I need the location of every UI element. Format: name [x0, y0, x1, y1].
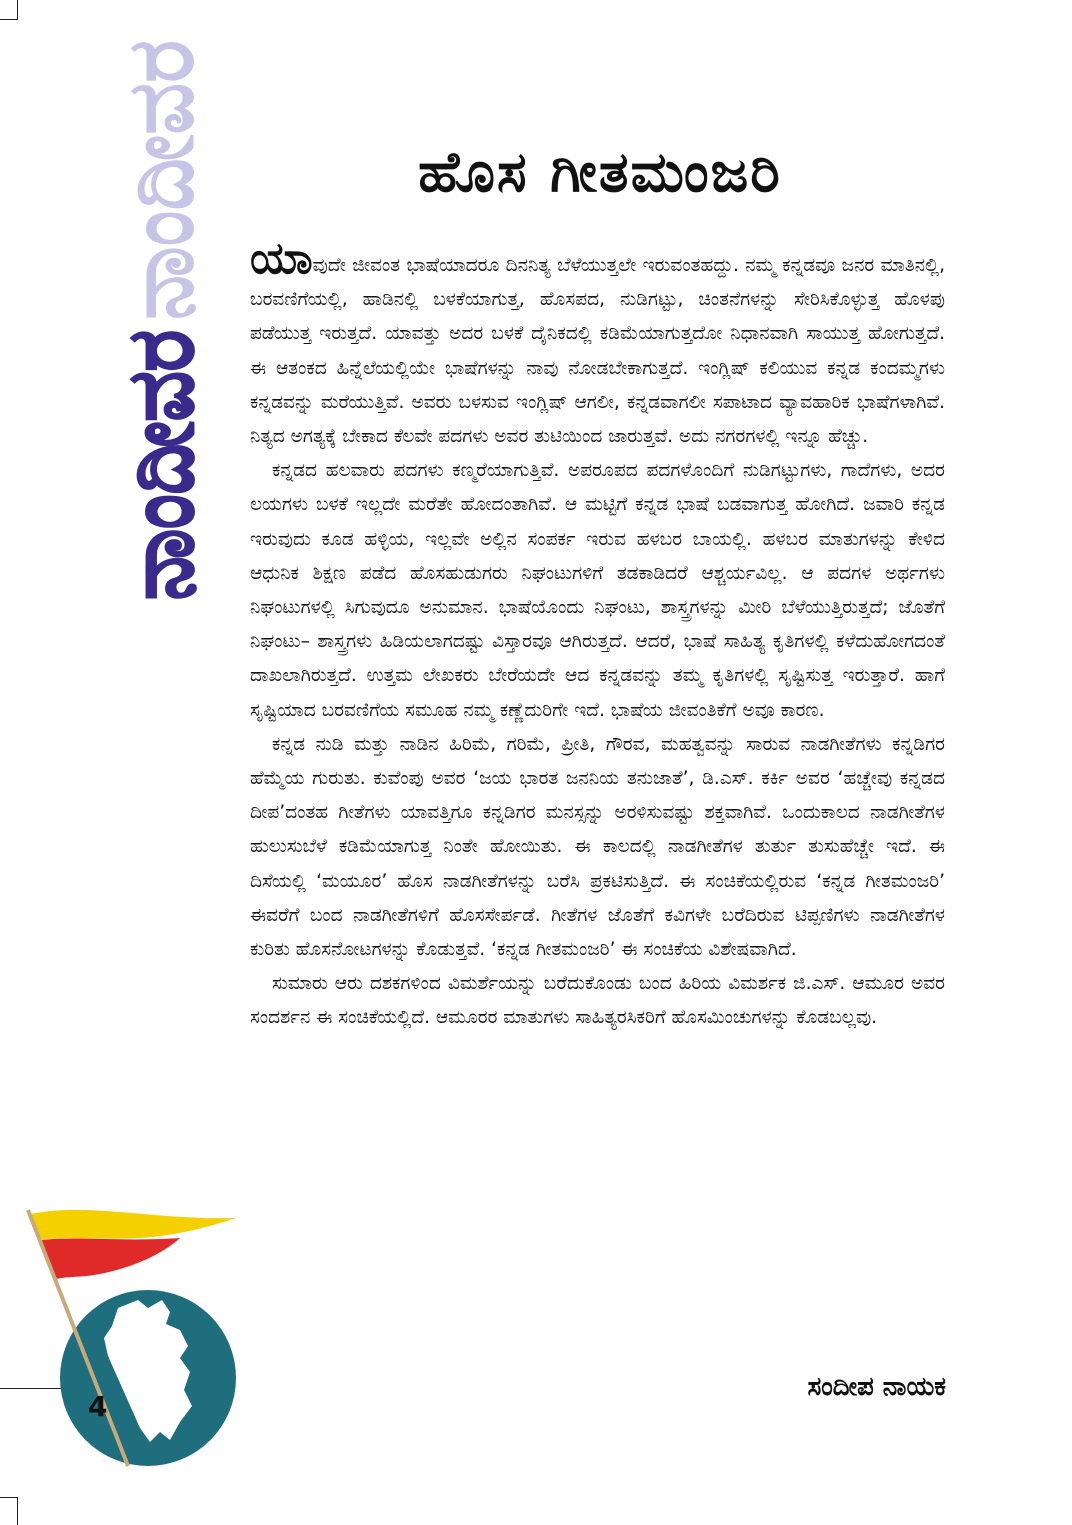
author-signature: ಸಂದೀಪ ನಾಯಕ	[807, 1372, 946, 1402]
article-title: ಹೊಸ ಗೀತಮಂಜರಿ	[418, 140, 782, 205]
page-number: 4	[88, 1390, 108, 1423]
crop-mark-top-left-v	[17, 0, 18, 20]
paragraph-4: ಸುಮಾರು ಆರು ದಶಕಗಳಿಂದ ವಿಮರ್ಶೆಯನ್ನು ಬರೆದುಕೊಂಡು ಬಂದ ಹಿರಿಯ ವಿಮರ್ಶಕ ಜಿ.ಎಸ್. ಆಮೂರ ಅವರ ಸಂದರ್ಶನ ಈ ಸಂಚಿಕೆಯಲ್ಲಿದೆ. ಆಮೂರರ ಮಾತುಗಳು ಸಾಹಿತ್ಯರಸಿಕರಿಗೆ ಹೊಸಮಿಂಚುಗಳನ್ನು ಕೊಡಬಲ್ಲವು.	[250, 973, 945, 1029]
flag-red	[42, 1238, 180, 1280]
crop-mark-bottom-left-h	[0, 1497, 18, 1498]
section-title-dark: ನಾಂದೀವರ	[110, 281, 214, 600]
flag-yellow	[30, 1210, 236, 1240]
paragraph-1: ಯಾವುದೇ ಜೀವಂತ ಭಾಷೆಯಾದರೂ ದಿನನಿತ್ಯ ಬೆಳೆಯುತ್ತಲೇ ಇರುವಂತಹದ್ದು. ನಮ್ಮ ಕನ್ನಡವೂ ಜನರ ಮಾತಿನಲ್ಲಿ, ಬರವಣಿಗೆಯಲ್ಲಿ, ಹಾಡಿನಲ್ಲಿ ಬಳಕೆಯಾಗುತ್ತ, ಹೊಸಪದ, ನುಡಿಗಟ್ಟು, ಚಿಂತನೆಗಳನ್ನು ಸೇರಿಸಿಕೊಳ್ಳುತ್ತ ಹೊಳಪು ಪಡೆಯುತ್ತ ಇರುತ್ತದೆ. ಯಾವತ್ತು ಅದರ ಬಳಕೆ ದೈನಿಕದಲ್ಲಿ ಕಡಿಮೆಯಾಗುತ್ತದೋ ನಿಧಾನವಾಗಿ ಸಾಯುತ್ತ ಹೋಗುತ್ತದೆ. ಈ ಆತಂಕದ ಹಿನ್ನೆಲೆಯಲ್ಲಿಯೇ ಭಾಷೆಗಳನ್ನು ನಾವು ನೋಡಬೇಕಾಗುತ್ತದೆ. ಇಂಗ್ಲಿಷ್ ಕಲಿಯುವ ಕನ್ನಡ ಕಂದಮ್ಮಗಳು ಕನ್ನಡವನ್ನು ಮರೆಯುತ್ತಿವೆ. ಅವರು ಬಳಸುವ ಇಂಗ್ಲಿಷ್ ಆಗಲೀ, ಕನ್ನಡವಾಗಲೀ ಸಪಾಟಾದ ವ್ಯಾವಹಾರಿಕ ಭಾಷೆಗಳಾಗಿವೆ. ನಿತ್ಯದ ಅಗತ್ಯಕ್ಕೆ ಬೇಕಾದ ಕೆಲವೇ ಪದಗಳು ಅವರ ತುಟಿಯಿಂದ ಜಾರುತ್ತವೆ. ಅದು ನಗರಗಳಲ್ಲಿ ಇನ್ನೂ ಹೆಚ್ಚು.	[250, 233, 945, 448]
crop-mark-top-left-h	[0, 19, 18, 20]
paragraph-3: ಕನ್ನಡ ನುಡಿ ಮತ್ತು ನಾಡಿನ ಹಿರಿಮೆ, ಗರಿಮೆ, ಪ್ರೀತಿ, ಗೌರವ, ಮಹತ್ವವನ್ನು ಸಾರುವ ನಾಡಗೀತೆಗಳು ಕನ್ನಡಿಗರ ಹೆಮ್ಮೆಯ ಗುರುತು. ಕುವೆಂಪು ಅವರ ‘ಜಯ ಭಾರತ ಜನನಿಯ ತನುಜಾತೆ’, ಡಿ.ಎಸ್. ಕರ್ಕಿ ಅವರ ‘ಹಚ್ಚೇವು ಕನ್ನಡದ ದೀಪ’ದಂತಹ ಗೀತೆಗಳು ಯಾವತ್ತಿಗೂ ಕನ್ನಡಿಗರ ಮನಸ್ಸನ್ನು ಅರಳಿಸುವಷ್ಟು ಶಕ್ತವಾಗಿವೆ. ಒಂದುಕಾಲದ ನಾಡಗೀತೆಗಳ ಹುಲುಸುಬೆಳೆ ಕಡಿಮೆಯಾಗುತ್ತ ನಿಂತೇ ಹೋಯಿತು. ಈ ಕಾಲದಲ್ಲಿ ನಾಡಗೀತೆಗಳ ತುರ್ತು ತುಸುಹೆಚ್ಚೇ ಇದೆ. ಈ ದಿಸೆಯಲ್ಲಿ ‘ಮಯೂರ’ ಹೊಸ ನಾಡಗೀತೆಗಳನ್ನು ಬರೆಸಿ ಪ್ರಕಟಿಸುತ್ತಿದೆ. ಈ ಸಂಚಿಕೆಯಲ್ಲಿರುವ ‘ಕನ್ನಡ ಗೀತಮಂಜರಿ’ ಈವರೆಗೆ ಬಂದ ನಾಡಗೀತೆಗಳಿಗೆ ಹೊಸಸೇರ್ಪಡೆ. ಗೀತೆಗಳ ಜೊತೆಗೆ ಕವಿಗಳೇ ಬರೆದಿರುವ ಟಿಪ್ಪಣಿಗಳು ನಾಡಗೀತೆಗಳ ಕುರಿತು ಹೊಸನೋಟಗಳನ್ನು ಕೊಡುತ್ತವೆ. ‘ಕನ್ನಡ ಗೀತಮಂಜರಿ’ ಈ ಸಂಚಿಕೆಯ ವಿಶೇಷವಾಗಿದೆ.	[250, 733, 945, 961]
paragraph-2: ಕನ್ನಡದ ಹಲವಾರು ಪದಗಳು ಕಣ್ಮರೆಯಾಗುತ್ತಿವೆ. ಅಪರೂಪದ ಪದಗಳೊಂದಿಗೆ ನುಡಿಗಟ್ಟುಗಳು, ಗಾದೆಗಳು, ಅದರ ಲಯಗಳು ಬಳಕೆ ಇಲ್ಲದೇ ಮರೆತೇ ಹೋದಂತಾಗಿವೆ. ಆ ಮಟ್ಟಿಗೆ ಕನ್ನಡ ಭಾಷೆ ಬಡವಾಗುತ್ತ ಹೋಗಿದೆ. ಜವಾರಿ ಕನ್ನಡ ಇರುವುದು ಕೂಡ ಹಳ್ಳಿಯ, ಇಲ್ಲವೇ ಅಲ್ಲಿನ ಸಂಪರ್ಕ ಇರುವ ಹಳಬರ ಬಾಯಲ್ಲಿ. ಹಳಬರ ಮಾತುಗಳನ್ನು ಕೇಳಿದ ಆಧುನಿಕ ಶಿಕ್ಷಣ ಪಡೆದ ಹೊಸಹುಡುಗರು ನಿಘಂಟುಗಳಿಗೆ ತಡಕಾಡಿದರೆ ಆಶ್ಚರ್ಯವಿಲ್ಲ. ಆ ಪದಗಳ ಅರ್ಥಗಳು ನಿಘಂಟುಗಳಲ್ಲಿ ಸಿಗುವುದೂ ಅನುಮಾನ. ಭಾಷೆಯೊಂದು ನಿಘಂಟು, ಶಾಸ್ತ್ರಗಳನ್ನು ಮೀರಿ ಬೆಳೆಯುತ್ತಿರುತ್ತದೆ; ಜೊತೆಗೆ ನಿಘಂಟು– ಶಾಸ್ತ್ರಗಳು ಹಿಡಿಯಲಾಗದಷ್ಟು ವಿಸ್ತಾರವೂ ಆಗಿರುತ್ತದೆ. ಆದರೆ, ಭಾಷೆ ಸಾಹಿತ್ಯ ಕೃತಿಗಳಲ್ಲಿ ಕಳೆದುಹೋಗದಂತೆ ದಾಖಲಾಗಿರುತ್ತದೆ. ಉತ್ತಮ ಲೇಖಕರು ಬೇರೆಯದೇ ಆದ ಕನ್ನಡವನ್ನು ತಮ್ಮ ಕೃತಿಗಳಲ್ಲಿ ಸೃಷ್ಟಿಸುತ್ತ ಇರುತ್ತಾರೆ. ಹಾಗೆ ಸೃಷ್ಟಿಯಾದ ಬರವಣಿಗೆಯ ಸಮೂಹ ನಮ್ಮ ಕಣ್ಣೆದುರಿಗೇ ಇದೆ. ಭಾಷೆಯ ಜೀವಂತಿಕೆಗೆ ಅವೂ ಕಾರಣ.	[250, 460, 945, 721]
karnataka-flag-emblem-icon	[20, 1196, 260, 1476]
drop-cap: ಯಾ	[250, 233, 313, 284]
crop-mark-bottom-left-v	[17, 1497, 18, 1525]
section-title-vertical	[110, 20, 220, 620]
article-body	[250, 233, 945, 1036]
section-title-light: ನಾಂದೀವರ	[110, 20, 214, 320]
